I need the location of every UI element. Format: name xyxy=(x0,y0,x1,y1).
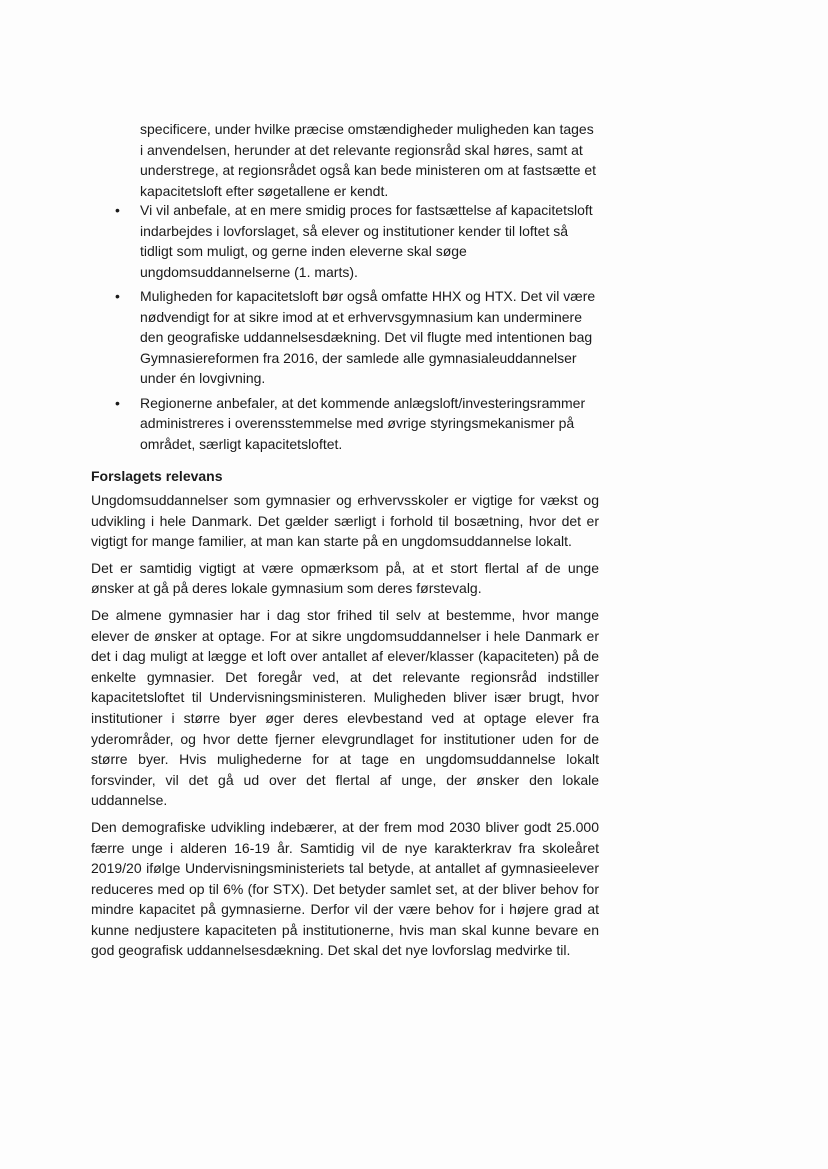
bullet-icon: • xyxy=(115,394,120,411)
section-heading: Forslagets relevans xyxy=(91,468,223,484)
bullet-icon: • xyxy=(115,202,120,218)
list-item-text: Vi vil anbefale, at en mere smidig proces for fastsættelse af kapacitetsloft indarbejdes i lovforslaget, så elever og institutioner kender til loftet så tidligt som muligt, og gerne inden eleverne skal søge ungdomsuddannelserne (1. marts). xyxy=(140,202,593,280)
list-item xyxy=(112,393,602,455)
paragraph: Ungdomsuddannelser som gymnasier og erhvervsskoler er vigtige for vækst og udvikling i hele Danmark. Det gælder særligt i forhold til bosætning, hvor det er vigtigt for mange familier, at man kan starte på en ungdomsuddannelse lokalt. xyxy=(91,492,599,550)
list-item-text: Regionerne anbefaler, at det kommende anlægsloft/investeringsrammer administreres i overensstemmelse med øvrige styringsmekanismer på området, særligt kapacitetsloftet. xyxy=(140,394,586,452)
list-item-text: Muligheden for kapacitetsloft bør også omfatte HHX og HTX. Det vil være nødvendigt for at sikre imod at et erhvervsgymnasium kan underminere den geografiske uddannelsesdækning. Det vil flugte med intentionen bag Gymnasiereformen fra 2016, der samlede alle gymnasialeuddannelser under én lovgivning. xyxy=(140,288,596,386)
paragraph: De almene gymnasier har i dag stor frihed til selv at bestemme, hvor mange elever de ønsker at optage. For at sikre ungdomsuddannelser i hele Danmark er det i dag muligt at lægge et loft over antallet af elever/klasser (kapaciteten) på de enkelte gymnasier. Det foregår ved, at det relevante regionsråd indstiller kapacitetsloftet til Undervisningsministeren. Muligheden bliver især brugt, hvor institutioner i større byer øger deres elevbestand ved at optage elever fra yderområder, og hvor dette fjerner elevgrundlaget for institutioner uden for de større byer. Hvis mulighederne for at tage en ungdomsuddannelse lokalt forsvinder, vil det gå ud over det flertal af unge, der ønsker den lokale uddannelse. xyxy=(91,606,599,809)
paragraph: Det er samtidig vigtigt at være opmærksom på, at et stort flertal af de unge ønsker at gå på deres lokale gymnasium som deres førstevalg. xyxy=(91,559,599,597)
list-item xyxy=(112,200,602,282)
recommendation-list xyxy=(112,200,602,458)
paragraph: Den demografiske udvikling indebærer, at der frem mod 2030 bliver godt 25.000 færre unge i alderen 16-19 år. Samtidig vil de nye karakterkrav fra skoleåret 2019/20 ifølge Undervisningsministeriets tal betyde, at antallet af gymnasieelever reduceres med op til 6% (for STX). Det betyder samlet set, at der bliver behov for mindre kapacitet på gymnasierne. Derfor vil der være behov for i højere grad at kunne nedjustere kapaciteten på institutionerne, hvis man skal kunne bevare en god geografisk uddannelsesdækning. Det skal det nye lovforslag medvirke til. xyxy=(91,818,599,959)
continued-bullet-text: specificere, under hvilke præcise omstændigheder muligheden kan tages i anvendelsen, herunder at det relevante regionsråd skal høres, samt at understrege, at regionsrådet også kan bede ministeren om at fastsætte et kapacitetsloft efter søgetallene er kendt. xyxy=(140,121,597,199)
bullet-icon: • xyxy=(115,288,120,304)
section-relevance xyxy=(91,466,599,967)
list-item xyxy=(112,286,602,389)
